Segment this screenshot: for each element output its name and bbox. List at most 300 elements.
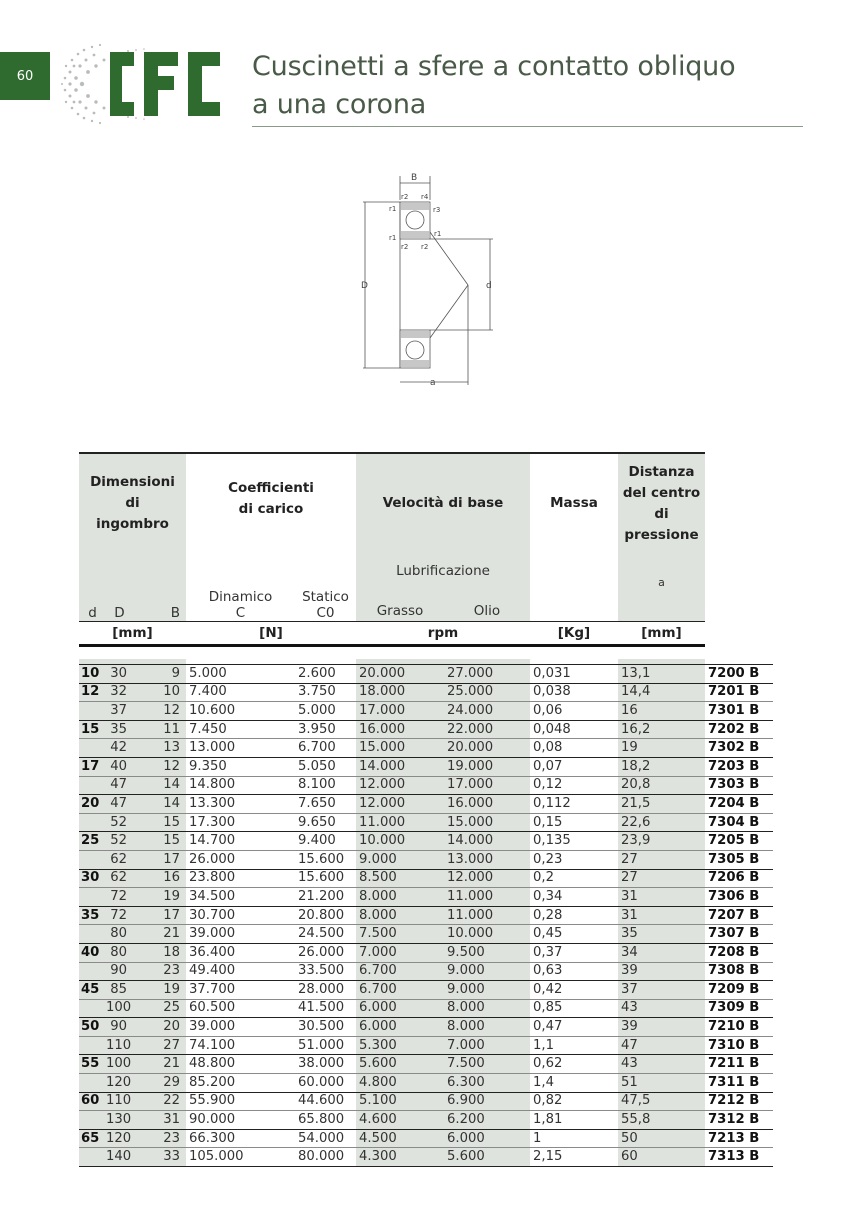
cell-d: 10 — [79, 665, 106, 684]
cell-D: 120 — [106, 1129, 133, 1148]
cell-designation: 7213 B — [705, 1129, 773, 1148]
cell-designation: 7302 B — [705, 739, 773, 758]
cell-C: 26.000 — [186, 850, 295, 869]
cell-a: 50 — [618, 1129, 705, 1148]
cell-designation: 7205 B — [705, 832, 773, 851]
cell-a: 47,5 — [618, 1092, 705, 1111]
cell-B: 11 — [133, 720, 186, 739]
cell-mass: 0,42 — [530, 981, 618, 1000]
page-title — [252, 48, 735, 124]
table-row — [79, 665, 773, 684]
cell-C: 7.400 — [186, 683, 295, 702]
cell-grease: 18.000 — [356, 683, 444, 702]
cell-designation: 7307 B — [705, 925, 773, 944]
cell-a: 39 — [618, 962, 705, 981]
cell-grease: 7.500 — [356, 925, 444, 944]
cell-oil: 24.000 — [444, 702, 530, 721]
cell-oil: 11.000 — [444, 888, 530, 907]
cell-C: 34.500 — [186, 888, 295, 907]
cell-C0: 3.750 — [295, 683, 356, 702]
cell-designation: 7209 B — [705, 981, 773, 1000]
cell-C: 74.100 — [186, 1036, 295, 1055]
cell-B: 17 — [133, 906, 186, 925]
cell-grease: 16.000 — [356, 720, 444, 739]
cell-designation: 7200 B — [705, 665, 773, 684]
cell-D: 85 — [106, 981, 133, 1000]
label-r1-left: r1 — [389, 234, 397, 242]
label-r2-left: r2 — [401, 243, 409, 251]
cell-d — [79, 999, 106, 1018]
cell-B: 15 — [133, 832, 186, 851]
header-a-symbol: a — [618, 553, 705, 589]
cell-C0: 60.000 — [295, 1074, 356, 1093]
cell-a: 34 — [618, 943, 705, 962]
cell-B: 19 — [133, 888, 186, 907]
table-row — [79, 1018, 773, 1037]
cell-mass: 1,4 — [530, 1074, 618, 1093]
label-r4: r4 — [421, 193, 429, 201]
cell-designation: 7203 B — [705, 757, 773, 776]
cell-designation: 7312 B — [705, 1111, 773, 1130]
cell-mass: 0,47 — [530, 1018, 618, 1037]
table-row — [79, 813, 773, 832]
cell-a: 43 — [618, 999, 705, 1018]
cell-B: 29 — [133, 1074, 186, 1093]
title-line-2: a una corona — [252, 89, 427, 120]
cell-a: 35 — [618, 925, 705, 944]
title-rule — [252, 126, 803, 127]
table-row — [79, 925, 773, 944]
table-row — [79, 683, 773, 702]
cell-d: 45 — [79, 981, 106, 1000]
cell-C: 48.800 — [186, 1055, 295, 1074]
table-row — [79, 1036, 773, 1055]
cell-grease: 17.000 — [356, 702, 444, 721]
cell-D: 40 — [106, 757, 133, 776]
cell-mass: 0,82 — [530, 1092, 618, 1111]
cell-mass: 0,37 — [530, 943, 618, 962]
cell-mass: 0,048 — [530, 720, 618, 739]
cell-C0: 54.000 — [295, 1129, 356, 1148]
cell-a: 27 — [618, 850, 705, 869]
unit-mass: [Kg] — [530, 622, 618, 646]
cell-mass: 0,07 — [530, 757, 618, 776]
cell-grease: 6.000 — [356, 999, 444, 1018]
header-B: B — [133, 589, 186, 622]
cell-a: 43 — [618, 1055, 705, 1074]
cell-oil: 25.000 — [444, 683, 530, 702]
cell-C: 37.700 — [186, 981, 295, 1000]
table-row — [79, 981, 773, 1000]
cell-grease: 8.000 — [356, 906, 444, 925]
cell-B: 13 — [133, 739, 186, 758]
cell-a: 16 — [618, 702, 705, 721]
cell-D: 130 — [106, 1111, 133, 1130]
cell-B: 23 — [133, 1129, 186, 1148]
cell-D: 30 — [106, 665, 133, 684]
label-a: a — [430, 378, 436, 388]
cell-d — [79, 1074, 106, 1093]
cell-C0: 24.500 — [295, 925, 356, 944]
cell-C: 66.300 — [186, 1129, 295, 1148]
cell-designation: 7310 B — [705, 1036, 773, 1055]
cell-mass: 1 — [530, 1129, 618, 1148]
cell-C: 60.500 — [186, 999, 295, 1018]
cell-a: 31 — [618, 906, 705, 925]
label-B: B — [411, 173, 418, 183]
cell-oil: 16.000 — [444, 795, 530, 814]
cell-oil: 7.000 — [444, 1036, 530, 1055]
cell-d: 55 — [79, 1055, 106, 1074]
title-line-1: Cuscinetti a sfere a contatto obliquo — [252, 51, 736, 82]
cell-d: 20 — [79, 795, 106, 814]
table-row — [79, 702, 773, 721]
cell-d: 50 — [79, 1018, 106, 1037]
cell-oil: 5.600 — [444, 1148, 530, 1167]
cell-D: 110 — [106, 1092, 133, 1111]
cell-d: 65 — [79, 1129, 106, 1148]
cell-oil: 6.300 — [444, 1074, 530, 1093]
cell-B: 20 — [133, 1018, 186, 1037]
cell-C0: 8.100 — [295, 776, 356, 795]
cell-grease: 6.000 — [356, 1018, 444, 1037]
label-r3: r3 — [433, 206, 441, 214]
cell-C: 36.400 — [186, 943, 295, 962]
cell-C0: 6.700 — [295, 739, 356, 758]
cell-B: 27 — [133, 1036, 186, 1055]
cell-mass: 2,15 — [530, 1148, 618, 1167]
cell-B: 14 — [133, 776, 186, 795]
cell-a: 20,8 — [618, 776, 705, 795]
cell-C0: 65.800 — [295, 1111, 356, 1130]
cell-oil: 22.000 — [444, 720, 530, 739]
cell-a: 31 — [618, 888, 705, 907]
table-row — [79, 757, 773, 776]
table-row — [79, 1129, 773, 1148]
cell-C: 30.700 — [186, 906, 295, 925]
cell-C0: 7.650 — [295, 795, 356, 814]
header-dimensions: Dimensioni di ingombro — [79, 453, 186, 553]
cell-a: 22,6 — [618, 813, 705, 832]
cell-a: 13,1 — [618, 665, 705, 684]
cell-D: 100 — [106, 999, 133, 1018]
cell-d — [79, 702, 106, 721]
cell-designation: 7306 B — [705, 888, 773, 907]
cell-mass: 0,038 — [530, 683, 618, 702]
cell-oil: 9.000 — [444, 962, 530, 981]
cell-C: 90.000 — [186, 1111, 295, 1130]
cell-grease: 7.000 — [356, 943, 444, 962]
cell-C0: 5.050 — [295, 757, 356, 776]
cell-designation: 7212 B — [705, 1092, 773, 1111]
unit-distance: [mm] — [618, 622, 705, 646]
cell-B: 17 — [133, 850, 186, 869]
cell-C: 39.000 — [186, 925, 295, 944]
cell-designation: 7207 B — [705, 906, 773, 925]
cell-designation: 7211 B — [705, 1055, 773, 1074]
cell-a: 23,9 — [618, 832, 705, 851]
cell-C0: 30.500 — [295, 1018, 356, 1037]
cell-mass: 0,12 — [530, 776, 618, 795]
header-grease: Grasso — [356, 589, 444, 622]
cell-designation: 7204 B — [705, 795, 773, 814]
header-lubrication: Lubrificazione — [356, 553, 530, 589]
cell-C: 9.350 — [186, 757, 295, 776]
cell-C: 10.600 — [186, 702, 295, 721]
table-row — [79, 906, 773, 925]
table-row — [79, 888, 773, 907]
cell-grease: 5.100 — [356, 1092, 444, 1111]
cell-C0: 28.000 — [295, 981, 356, 1000]
cell-mass: 0,15 — [530, 813, 618, 832]
cell-d — [79, 739, 106, 758]
cell-d: 12 — [79, 683, 106, 702]
header-load-coefficients: Coefficienti di carico — [186, 453, 356, 553]
cell-C: 23.800 — [186, 869, 295, 888]
cell-grease: 6.700 — [356, 981, 444, 1000]
cell-C: 17.300 — [186, 813, 295, 832]
cell-oil: 6.900 — [444, 1092, 530, 1111]
cell-designation: 7311 B — [705, 1074, 773, 1093]
unit-speed: rpm — [356, 622, 530, 646]
header-dynamic: Dinamico C — [208, 589, 273, 621]
cell-D: 52 — [106, 832, 133, 851]
cell-mass: 1,81 — [530, 1111, 618, 1130]
cell-D: 90 — [106, 1018, 133, 1037]
cell-mass: 0,2 — [530, 869, 618, 888]
bearing-cross-section-diagram — [355, 170, 515, 395]
cell-C0: 15.600 — [295, 869, 356, 888]
cell-grease: 8.500 — [356, 869, 444, 888]
cell-grease: 5.300 — [356, 1036, 444, 1055]
cell-mass: 1,1 — [530, 1036, 618, 1055]
cell-grease: 12.000 — [356, 776, 444, 795]
unit-load: [N] — [186, 622, 356, 646]
cell-a: 51 — [618, 1074, 705, 1093]
cell-a: 47 — [618, 1036, 705, 1055]
cell-C0: 5.000 — [295, 702, 356, 721]
cell-oil: 6.000 — [444, 1129, 530, 1148]
label-r2-right: r2 — [421, 243, 429, 251]
cell-grease: 5.600 — [356, 1055, 444, 1074]
table-row — [79, 1148, 773, 1167]
cell-designation: 7308 B — [705, 962, 773, 981]
label-d: d — [486, 281, 492, 291]
cell-a: 14,4 — [618, 683, 705, 702]
cell-oil: 10.000 — [444, 925, 530, 944]
cell-d: 60 — [79, 1092, 106, 1111]
cell-oil: 20.000 — [444, 739, 530, 758]
cell-C0: 33.500 — [295, 962, 356, 981]
table-row — [79, 943, 773, 962]
cell-mass: 0,135 — [530, 832, 618, 851]
cell-mass: 0,85 — [530, 999, 618, 1018]
cell-D: 47 — [106, 795, 133, 814]
table-row — [79, 1111, 773, 1130]
label-r1-right: r1 — [434, 230, 442, 238]
table-row — [79, 776, 773, 795]
cell-C: 105.000 — [186, 1148, 295, 1167]
cell-D: 140 — [106, 1148, 133, 1167]
cell-C: 13.300 — [186, 795, 295, 814]
header-base-speed: Velocità di base — [356, 453, 530, 553]
cell-mass: 0,45 — [530, 925, 618, 944]
cell-a: 55,8 — [618, 1111, 705, 1130]
header-oil: Olio — [444, 589, 530, 622]
cell-D: 72 — [106, 906, 133, 925]
cell-d: 40 — [79, 943, 106, 962]
cell-C: 14.700 — [186, 832, 295, 851]
table-row — [79, 962, 773, 981]
cell-mass: 0,34 — [530, 888, 618, 907]
cell-designation: 7210 B — [705, 1018, 773, 1037]
cell-C0: 2.600 — [295, 665, 356, 684]
header-d: d — [79, 589, 106, 622]
cell-grease: 4.800 — [356, 1074, 444, 1093]
page-number: 60 — [16, 68, 34, 84]
cell-mass: 0,62 — [530, 1055, 618, 1074]
cell-C0: 51.000 — [295, 1036, 356, 1055]
cell-grease: 4.300 — [356, 1148, 444, 1167]
cell-C: 5.000 — [186, 665, 295, 684]
cell-grease: 10.000 — [356, 832, 444, 851]
cell-B: 15 — [133, 813, 186, 832]
cell-C: 7.450 — [186, 720, 295, 739]
table-body — [79, 665, 773, 1167]
cell-B: 16 — [133, 869, 186, 888]
cell-B: 12 — [133, 757, 186, 776]
cell-C0: 80.000 — [295, 1148, 356, 1167]
cell-C0: 15.600 — [295, 850, 356, 869]
table-row — [79, 832, 773, 851]
cell-B: 9 — [133, 665, 186, 684]
cell-designation: 7206 B — [705, 869, 773, 888]
label-r2-top: r2 — [401, 193, 409, 201]
cell-oil: 19.000 — [444, 757, 530, 776]
cell-d: 35 — [79, 906, 106, 925]
cell-D: 62 — [106, 850, 133, 869]
cell-d — [79, 813, 106, 832]
cell-B: 12 — [133, 702, 186, 721]
cell-grease: 9.000 — [356, 850, 444, 869]
cell-mass: 0,112 — [530, 795, 618, 814]
cell-D: 52 — [106, 813, 133, 832]
cell-d — [79, 776, 106, 795]
cell-mass: 0,23 — [530, 850, 618, 869]
cell-d: 30 — [79, 869, 106, 888]
cell-grease: 14.000 — [356, 757, 444, 776]
cell-mass: 0,06 — [530, 702, 618, 721]
table-row — [79, 999, 773, 1018]
cell-designation: 7304 B — [705, 813, 773, 832]
table-row — [79, 1055, 773, 1074]
table-row — [79, 720, 773, 739]
cell-d — [79, 1111, 106, 1130]
header-pressure-distance: Distanza del centro di pressione — [618, 453, 705, 553]
cell-B: 14 — [133, 795, 186, 814]
cell-D: 35 — [106, 720, 133, 739]
cell-mass: 0,08 — [530, 739, 618, 758]
cell-d — [79, 850, 106, 869]
cfc-logo — [58, 38, 236, 130]
cell-a: 16,2 — [618, 720, 705, 739]
cell-C0: 21.200 — [295, 888, 356, 907]
cell-a: 19 — [618, 739, 705, 758]
cell-D: 120 — [106, 1074, 133, 1093]
cell-B: 18 — [133, 943, 186, 962]
cell-oil: 9.500 — [444, 943, 530, 962]
cell-D: 32 — [106, 683, 133, 702]
table-row — [79, 739, 773, 758]
cell-d: 15 — [79, 720, 106, 739]
cell-D: 62 — [106, 869, 133, 888]
cell-a: 21,5 — [618, 795, 705, 814]
cell-designation: 7313 B — [705, 1148, 773, 1167]
cell-D: 72 — [106, 888, 133, 907]
cell-mass: 0,28 — [530, 906, 618, 925]
cell-grease: 8.000 — [356, 888, 444, 907]
cell-designation: 7208 B — [705, 943, 773, 962]
table-row — [79, 869, 773, 888]
cell-grease: 11.000 — [356, 813, 444, 832]
cell-D: 47 — [106, 776, 133, 795]
cell-oil: 12.000 — [444, 869, 530, 888]
cell-mass: 0,031 — [530, 665, 618, 684]
cell-a: 18,2 — [618, 757, 705, 776]
header-D: D — [106, 589, 133, 622]
cell-d — [79, 1036, 106, 1055]
cell-D: 80 — [106, 943, 133, 962]
cell-oil: 11.000 — [444, 906, 530, 925]
unit-dimensions: [mm] — [79, 622, 186, 646]
cell-oil: 14.000 — [444, 832, 530, 851]
cell-mass: 0,63 — [530, 962, 618, 981]
cell-oil: 27.000 — [444, 665, 530, 684]
cell-B: 31 — [133, 1111, 186, 1130]
cell-grease: 6.700 — [356, 962, 444, 981]
cell-B: 23 — [133, 962, 186, 981]
cell-d: 25 — [79, 832, 106, 851]
header-mass: Massa — [530, 453, 618, 553]
cell-B: 25 — [133, 999, 186, 1018]
cell-d — [79, 1148, 106, 1167]
cell-D: 42 — [106, 739, 133, 758]
header-static: Statico C0 — [302, 589, 349, 621]
table-row — [79, 850, 773, 869]
cell-oil: 13.000 — [444, 850, 530, 869]
cell-D: 90 — [106, 962, 133, 981]
table-row — [79, 795, 773, 814]
cell-oil: 8.000 — [444, 1018, 530, 1037]
cell-B: 19 — [133, 981, 186, 1000]
cell-D: 80 — [106, 925, 133, 944]
cell-designation: 7305 B — [705, 850, 773, 869]
cell-C: 13.000 — [186, 739, 295, 758]
cell-C0: 3.950 — [295, 720, 356, 739]
cell-designation: 7303 B — [705, 776, 773, 795]
table-row — [79, 1092, 773, 1111]
cell-C: 55.900 — [186, 1092, 295, 1111]
cell-C0: 41.500 — [295, 999, 356, 1018]
cell-C0: 26.000 — [295, 943, 356, 962]
cell-grease: 12.000 — [356, 795, 444, 814]
cell-oil: 17.000 — [444, 776, 530, 795]
cell-C0: 20.800 — [295, 906, 356, 925]
cell-C0: 9.650 — [295, 813, 356, 832]
cell-C: 85.200 — [186, 1074, 295, 1093]
cell-B: 21 — [133, 1055, 186, 1074]
cell-designation: 7201 B — [705, 683, 773, 702]
